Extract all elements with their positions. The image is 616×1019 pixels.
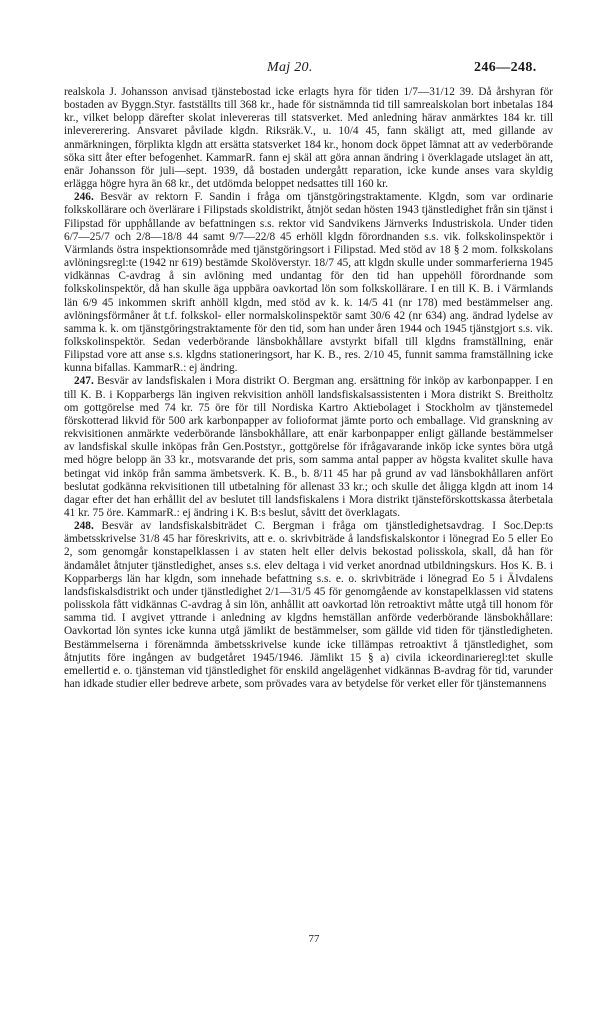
header-section-range: 246—248. <box>474 60 537 75</box>
page-footer <box>0 933 616 945</box>
paragraph-section-246 <box>64 191 553 375</box>
running-header <box>0 60 616 80</box>
section-number-247: 247. <box>74 375 94 388</box>
paragraph-section-248 <box>64 520 553 691</box>
section-text-246: Besvär av rektorn F. Sandin i fråga om tjänstgöringstraktamente. Klgdn, som var ordinarie folkskollärare och överlärare i Filipstads skoldistrikt, åtnjöt sedan hösten 1943 tjänstledighet från sin tjänst i Filipstad för upphållande av befattningen s.s. rektor vid Sandvikens Järnverks Industriskola. Under tiden 6/7—25/7 och 2/8—18/8 44 samt 9/7—22/8 45 erhöll klgdn förordnanden s.s. vik. folkskolinspektör i Värmlands östra inspektionsområde med tjänstgöringsort i Filipstad. Med stöd av 18 § 2 mom. folkskolans avlöningsregl:te (1942 nr 619) bestämde Skolöverstyr. 18/7 45, att klgdn skulle under sommarferierna 1945 vidkännas C-avdrag å sin avlöning med undantag för den tid han uppehöll förordnande som folkskolinspektör, då han skulle äga uppbära oavkortad lön som folkskollärare. I en till K. B. i Värmlands län 6/9 45 inkommen skrift anhöll klgdn, med stöd av k. k. 14/5 41 (nr 178) med bestämmelser ang. avlöningsförmåner åt t.f. folkskol- eller normalskolinspektör samt 30/6 42 (nr 634) ang. ändrad lydelse av samma k. k. om tjänstgöringstraktamente för den tid, som han under åren 1944 och 1945 tjänstgjort s.s. vik. folkskolinspektör. Sedan vederbörande länsbokhållare avstyrkt bifall till klgdns framställning, enär Filipstad vore att anse s.s. klgdns stationeringsort, har K. B., res. 2/10 45, funnit samma framställning icke kunna bifallas. KammarR.: ej ändring. <box>64 191 553 375</box>
section-text-248: Besvär av landsfiskalsbiträdet C. Bergman i fråga om tjänstledighetsavdrag. I Soc.Dep:ts ämbetsskrivelse 31/8 45 har föreskrivits, att e. o. skrivbiträde å landsfiskalskontor i lönegrad Eo 5 eller Eo 2, som genomgår konstapelklassen i av staten helt eller delvis bekostad polisskola, skall, då han för ändamålet åtnjuter tjänstledighet, anses s.s. elev deltaga i vid verket anordnad utbildningskurs. Hos K. B. i Kopparbergs län har klgdn, som innehade befattning s.s. e. o. skrivbiträde i lönegrad Eo 5 i Älvdalens landsfiskalsdistrikt och under tjänstledighet 2/1—31/5 45 för genomgående av konstapelklassen vid statens polisskola fått vidkännas C-avdrag å sin lön, anhållit att oavkortad lön retroaktivt måtte utgå till honom för samma tid. I avgivet yttrande i anledning av klgdns hemställan anförde vederbörande länsbokhållare: Oavkortad lön syntes icke kunna utgå jämlikt de bestämmelser, som gällde vid tiden för tjänstledigheten. Bestämmelserna i förenämnda ämbetsskrivelse kunde icke tillämpas retroaktivt å tjänstledighet, som åtnjutits före ingången av budgetåret 1945/1946. Jämlikt 15 § a) civila ickeordinarieregl:tet skulle emellertid e. o. tjänsteman vid tjänstledighet för enskild angelägenhet vidkännas B-avdrag för tid, varunder han idkade studier eller bedreve arbete, som prövades vara av betydelse för verket eller för tjänstemannens <box>64 520 553 691</box>
body-text <box>64 86 553 691</box>
section-number-246: 246. <box>74 191 94 204</box>
header-date: Maj 20. <box>267 60 313 75</box>
section-number-248: 248. <box>74 520 94 533</box>
paragraph-intro: realskola J. Johansson anvisad tjänstebostad icke erlagts hyra för tiden 1/7—31/12 39. Då årshyran för bostaden av Byggn.Styr. fastställts till 368 kr., hade för sistnämnda tid till samrealskolan bort inbetalas 184 kr., vilket belopp därefter skolat inlevereras till statsverket. Med anledning härav anmärktes 184 kr. till inlevererering. Ansvaret påvilade klgdn. Riksräk.V., u. 10/4 45, fann skäligt att, med gillande av anmärkningen, förplikta klgdn att ersätta statsverket 184 kr., honom dock öppet lämnat att av vederbörande söka sitt åter efter befogenhet. KammarR. fann ej skäl att göra annan ändring i överklagade utslaget än att, enär Johansson för juli—sept. 1939, då bostaden undergått reparation, icke kunde anses vara skyldig erlägga högre hyra än 68 kr., det utdömda beloppet nedsattes till 160 kr. <box>64 86 553 191</box>
paragraph-section-247 <box>64 375 553 520</box>
section-text-247: Besvär av landsfiskalen i Mora distrikt O. Bergman ang. ersättning för inköp av karbonpapper. I en till K. B. i Kopparbergs län ingiven rekvisition anhöll landsfiskalsassistenten i Mora distrikt S. Breitholtz om gottgörelse med 74 kr. 75 öre för till Nordiska Kartro Aktiebolaget i Stockholm av tjänstemedel förskotterad likvid för 500 ark karbonpapper av folioformat jämte porto och emballage. Vid granskning av rekvisitionen anmärkte vederbörande länsbokhållare, att enär karbonpapper enligt gällande bestämmelser av landsfiskal skulle inköpas från Gen.Poststyr., gottgörelse för ifrågavarande inköp icke syntes böra utgå med högre belopp än 33 kr., motsvarande det pris, som samma antal papper av högsta kvalitet skulle hava betingat vid inköp från samma ämbetsverk. K. B., b. 8/11 45 har på grund av vad länsbokhållaren anfört beslutat godkänna rekvisitionen till utbetalning för allenast 33 kr.; och skulle det åligga klgdn att inom 14 dagar efter det han erhållit del av beslutet till landsfiskalens i Mora distrikt tjänsteförskottskassa återbetala 41 kr. 75 öre. KammarR.: ej ändring i K. B:s beslut, såvitt det överklagats. <box>64 375 554 519</box>
page-number: 77 <box>308 933 320 945</box>
